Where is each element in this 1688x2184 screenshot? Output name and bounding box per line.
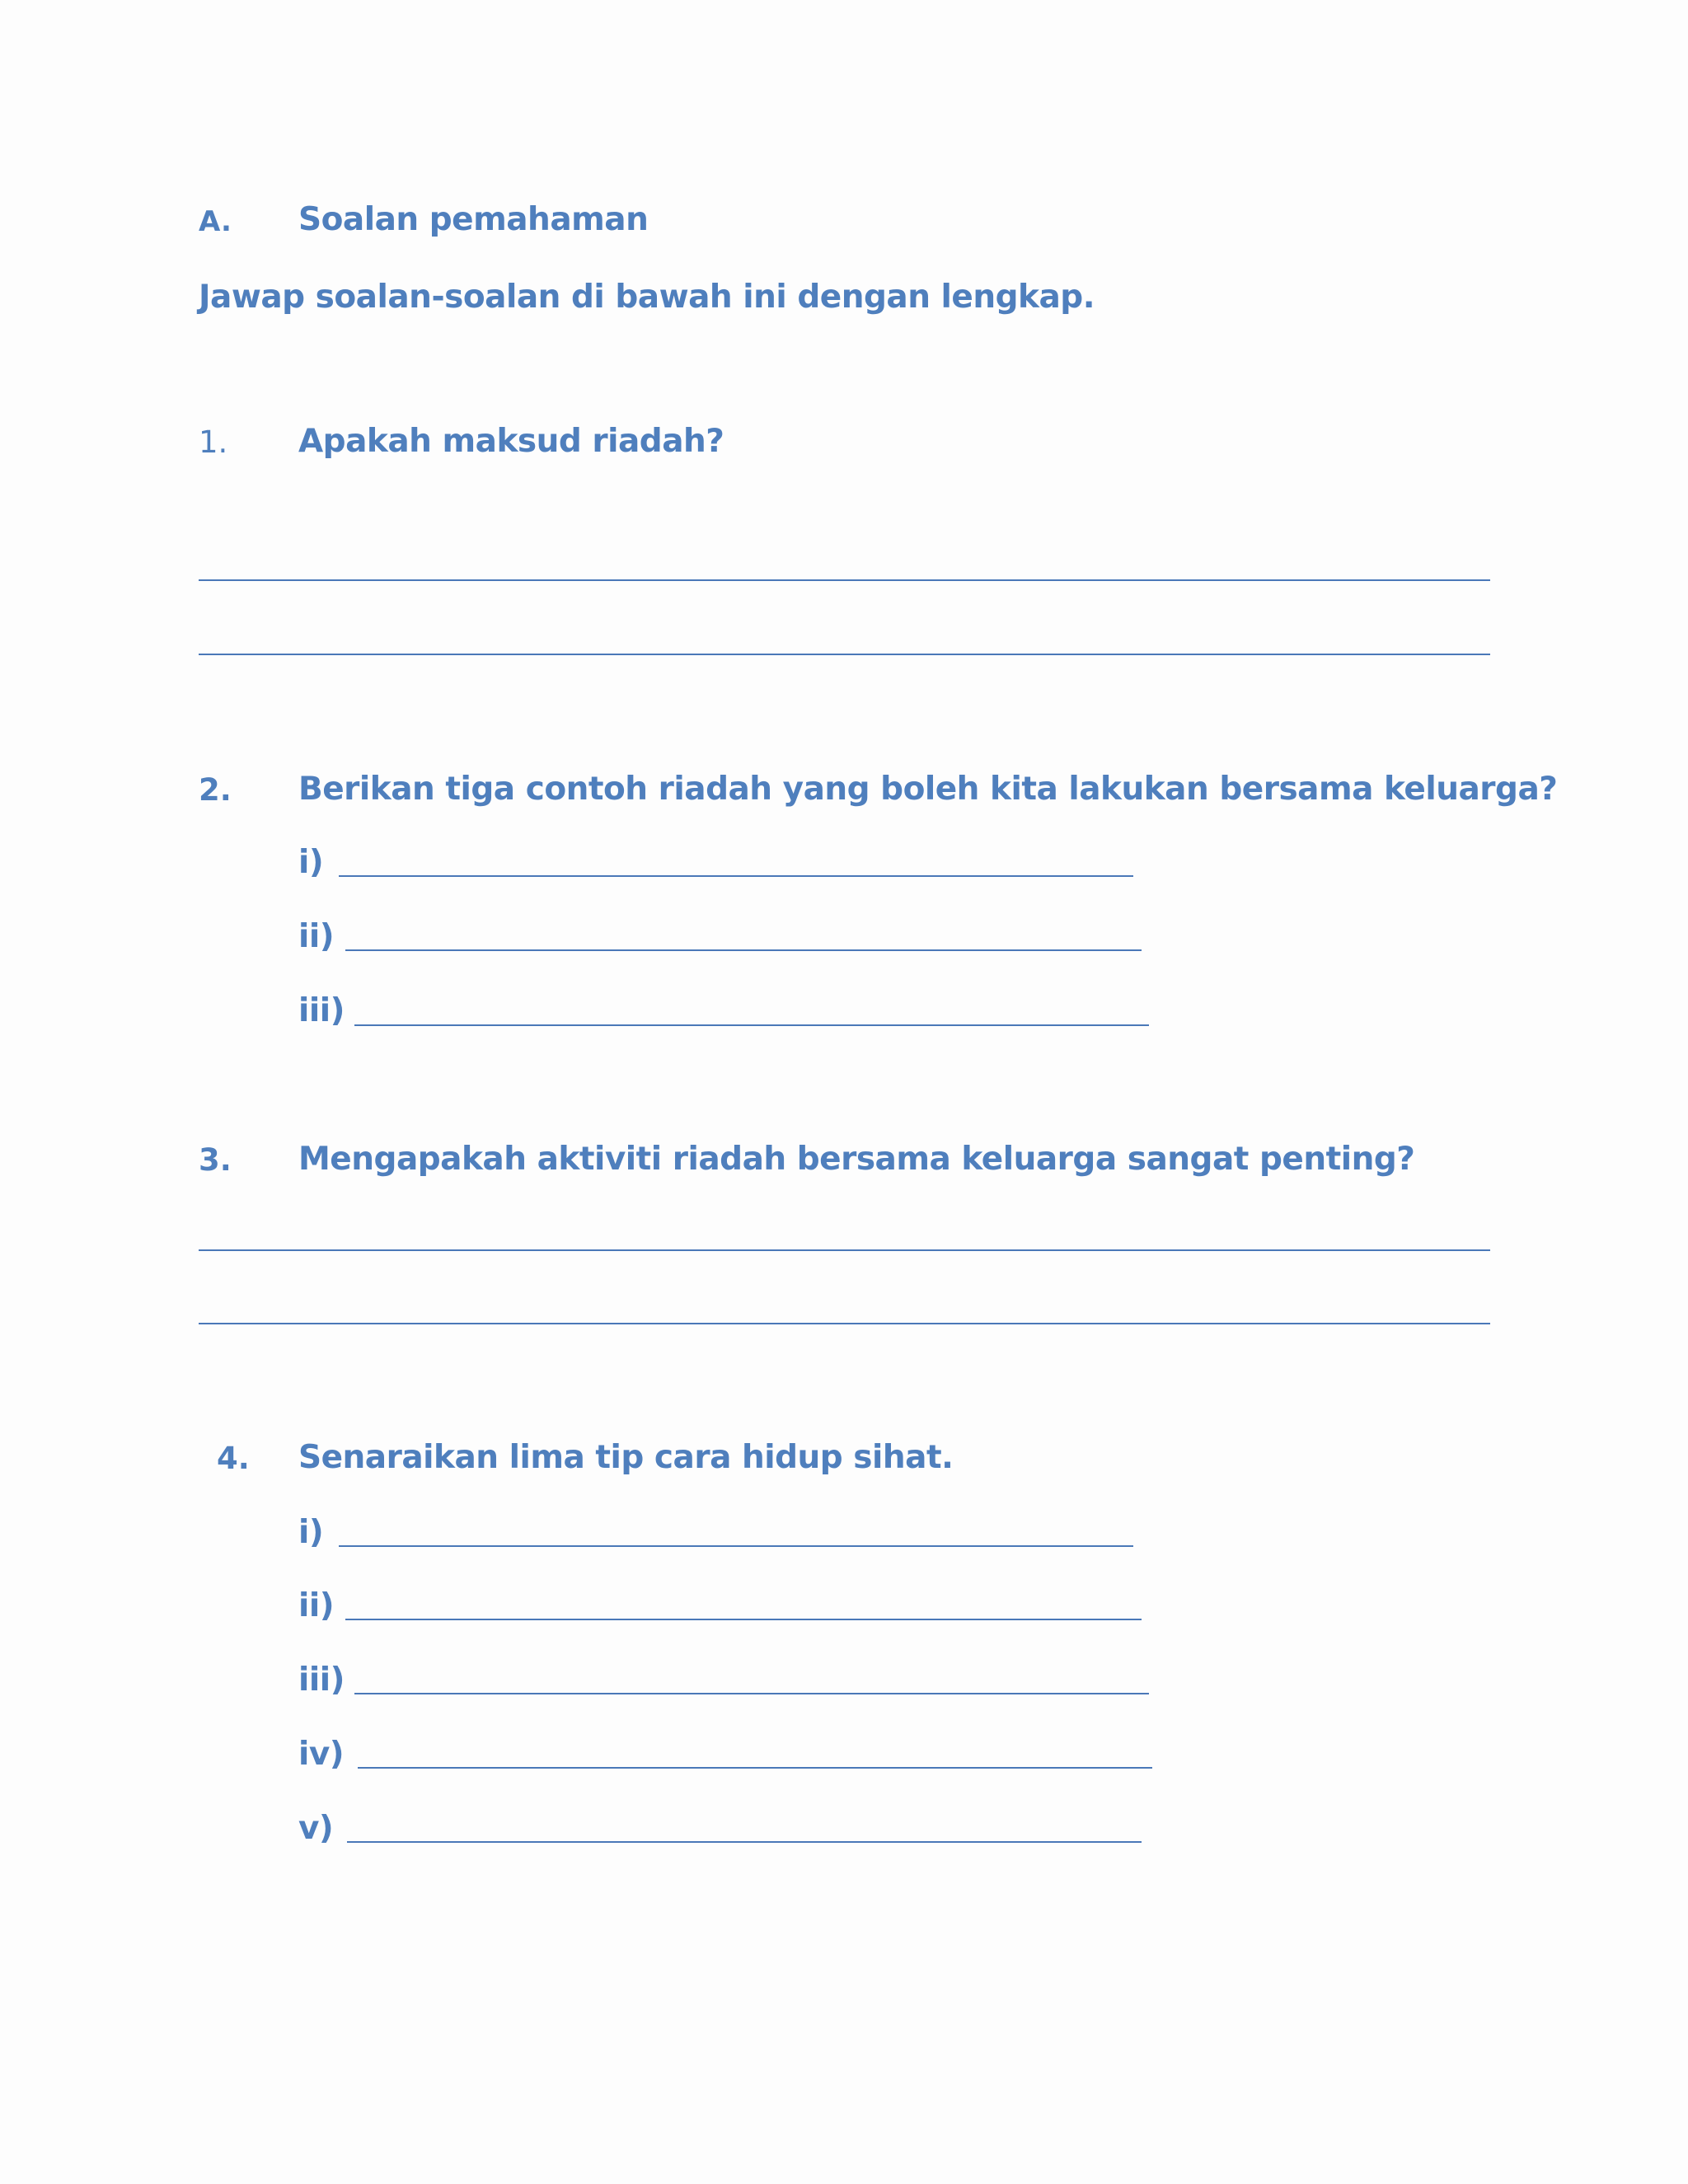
q2-item-label: i) — [298, 844, 324, 881]
answer-line-q1-2[interactable] — [199, 654, 1490, 655]
question-3-text: Mengapakah aktiviti riadah bersama keluarga sangat penting? — [298, 1141, 1415, 1178]
question-4-number: 4. — [217, 1441, 250, 1476]
section-letter: A. — [199, 205, 232, 238]
instruction-text: Jawap soalan-soalan di bawah ini dengan lengkap. — [199, 279, 1095, 316]
answer-line-q2-iii[interactable] — [354, 1024, 1149, 1026]
question-4-text: Senaraikan lima tip cara hidup sihat. — [298, 1439, 954, 1476]
answer-line-q4-iv[interactable] — [358, 1767, 1152, 1769]
answer-line-q4-i[interactable] — [339, 1545, 1133, 1547]
q4-item-label: ii) — [298, 1587, 335, 1624]
q4-item-label: iv) — [298, 1736, 345, 1773]
q4-item-label: iii) — [298, 1661, 345, 1699]
question-2-number: 2. — [199, 772, 232, 808]
q4-item-label: i) — [298, 1514, 324, 1551]
answer-line-q3-2[interactable] — [199, 1323, 1490, 1324]
answer-line-q4-ii[interactable] — [345, 1619, 1142, 1620]
q4-item-label: v) — [298, 1810, 334, 1847]
answer-line-q1-1[interactable] — [199, 579, 1490, 581]
question-1-number: 1. — [199, 424, 228, 460]
answer-line-q4-iii[interactable] — [354, 1693, 1149, 1694]
question-3-number: 3. — [199, 1142, 232, 1178]
answer-line-q3-1[interactable] — [199, 1249, 1490, 1251]
answer-line-q2-ii[interactable] — [345, 949, 1142, 951]
answer-line-q4-v[interactable] — [347, 1841, 1142, 1843]
section-title: Soalan pemahaman — [298, 201, 649, 238]
question-2-text: Berikan tiga contoh riadah yang boleh kita lakukan bersama keluarga? — [298, 771, 1558, 808]
q2-item-label: ii) — [298, 918, 335, 955]
question-1-text: Apakah maksud riadah? — [298, 423, 724, 460]
answer-line-q2-i[interactable] — [339, 875, 1133, 877]
q2-item-label: iii) — [298, 992, 345, 1029]
